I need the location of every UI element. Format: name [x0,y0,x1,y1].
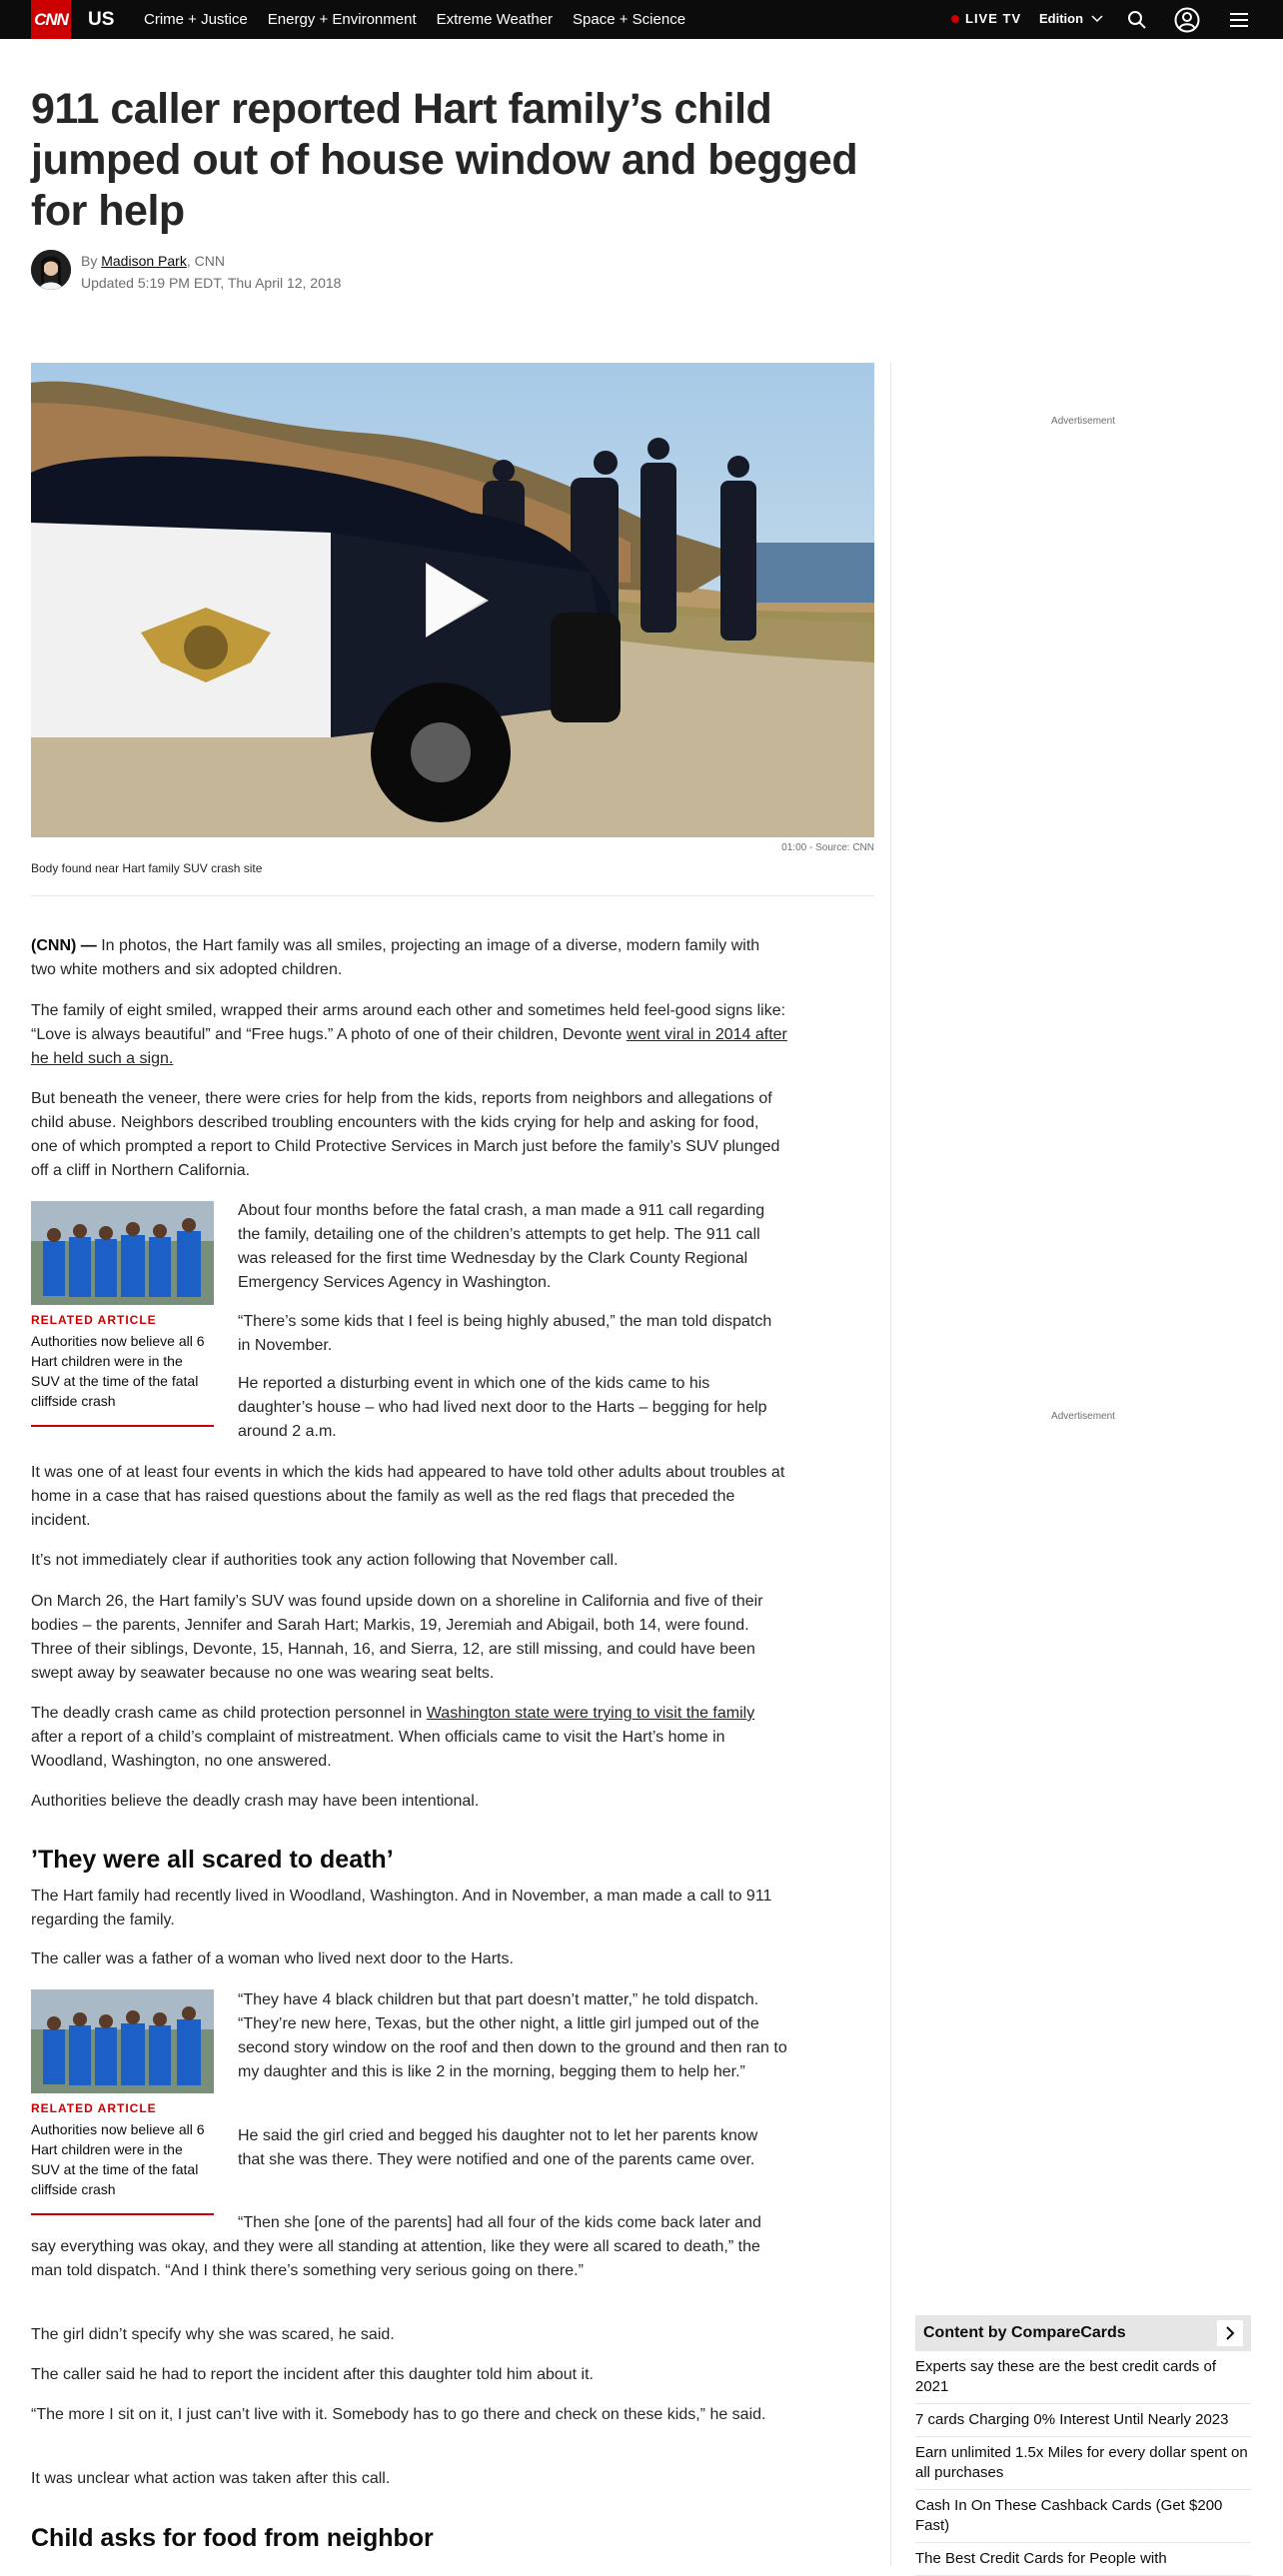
article-paragraph: About four months before the fatal crash, a man made a 911 call regarding the family, detailing one of the children’s attempts to get help. The 911 call was released for the first time Wednesday by the Clark County Regional Emergency Services Agency in Washington. [238,1202,765,1291]
paragraph-text: The deadly crash came as child protection personnel in [31,1705,427,1722]
article-paragraph: He said the girl cried and begged his daughter not to let her parents know that she was there. They were notified and one of the parents came over. [238,2127,758,2168]
related-article-title[interactable]: Authorities now believe all 6 Hart children were in the SUV at the time of the fatal cliffside crash [31,1333,205,1409]
byline-prefix: By [81,253,98,269]
cnn-logo[interactable]: CNN [31,0,71,39]
author-link[interactable]: Madison Park [101,253,187,269]
article-paragraph: The caller said he had to report the incident after this daughter told him about it. [31,2366,594,2383]
related-article-card[interactable] [31,1201,214,1427]
article-paragraph: “The more I sit on it, I just can’t live with it. Somebody has to go there and check on these kids,” he said. [31,2406,766,2423]
page-title: 911 caller reported Hart family’s child jumped out of house window and begged for help [31,85,858,235]
article-paragraph: It was unclear what action was taken after this call. [31,2470,391,2487]
nav-link-crime-justice[interactable]: Crime + Justice [144,11,248,28]
search-button[interactable] [1123,6,1151,34]
related-article-thumbnail[interactable] [31,1201,214,1305]
article-paragraph: Authorities believe the deadly crash may have been intentional. [31,1793,480,1810]
live-tv-label: LIVE TV [965,11,1022,26]
sponsored-link[interactable]: Cash In On These Cashback Cards (Get $200 Fast) [915,2490,1251,2543]
article-paragraph: It’s not immediately clear if authorities took any action following that November call. [31,1552,619,1569]
nav-link-space-science[interactable]: Space + Science [573,11,686,28]
article-paragraph: The caller was a father of a woman who lived next door to the Harts. [31,1950,514,1967]
article-paragraph: He reported a disturbing event in which one of the kids came to his daughter’s house – who had lived next door to the Harts – begging for help around 2 a.m. [238,1375,767,1440]
nav-link-energy-environment[interactable]: Energy + Environment [267,11,417,28]
updated-timestamp: Updated 5:19 PM EDT, Thu April 12, 2018 [81,275,342,291]
paragraph-text: after a report of a child’s complaint of mistreatment. When officials came to visit the Hart’s home in Woodland, Washington, no one answered. [31,1729,725,1770]
author-avatar[interactable] [31,250,71,290]
article-paragraph: The Hart family had recently lived in Woodland, Washington. And in November, a man made a call to 911 regarding the family. [31,1888,772,1929]
live-tv-link[interactable] [951,11,1021,26]
related-article-label: RELATED ARTICLE [31,2101,157,2115]
sponsored-link[interactable]: Earn unlimited 1.5x Miles for every dollar spent on all purchases [915,2437,1251,2490]
video-caption: Body found near Hart family SUV crash site [31,861,263,875]
edition-dropdown[interactable] [1039,11,1103,26]
article-paragraph: “They have 4 black children but that part doesn’t matter,” he told dispatch. “They’re new here, Texas, but the other night, a little girl jumped out of the second story window on the roof and then down to the ground and then ran to my daughter and this is like 2 in the morning, begging them to help her.” [238,1991,787,2080]
article-paragraph [31,999,788,1071]
hamburger-menu-icon [1230,12,1248,28]
related-article-thumbnail[interactable] [31,1989,214,2093]
inline-link-washington-state[interactable]: Washington state were trying to visit the family [426,1705,755,1722]
video-player[interactable] [31,363,874,837]
sponsored-content-box [915,2315,1251,2576]
related-article-card[interactable] [31,1989,214,2215]
article-paragraph: “There’s some kids that I feel is being highly abused,” the man told dispatch in November. [238,1313,772,1354]
related-article-title[interactable]: Authorities now believe all 6 Hart children were in the SUV at the time of the fatal cliffside crash [31,2121,205,2197]
author-suffix: , CNN [186,253,225,269]
divider [31,895,874,896]
account-button[interactable] [1173,6,1201,34]
article-paragraph: The girl didn’t specify why she was scared, he said. [31,2326,395,2343]
advertisement-label: Advertisement [1051,416,1115,427]
article-paragraph [31,934,788,982]
user-icon [1174,7,1200,33]
top-nav [0,0,1283,39]
related-article-label: RELATED ARTICLE [31,1313,157,1327]
article-paragraph: It was one of at least four events in which the kids had appeared to have told other adults about troubles at home in a case that has raised questions about the family as well as the red flags that preceded the incident. [31,1464,785,1529]
chevron-down-icon [1091,15,1103,23]
byline-text [81,250,341,294]
related-article-rule [31,1425,214,1427]
section-heading: ’They were all scared to death’ [31,1846,394,1874]
search-icon [1127,10,1147,30]
play-icon[interactable] [423,563,493,639]
sponsored-content-title: Content by CompareCards [923,2324,1126,2341]
sponsored-link[interactable]: The Best Credit Cards for People with [915,2543,1251,2576]
sponsored-link[interactable]: 7 cards Charging 0% Interest Until Nearly 2023 [915,2404,1251,2437]
sponsored-content-header[interactable] [915,2315,1251,2351]
article-paragraph: On March 26, the Hart family’s SUV was found upside down on a shoreline in California and five of their bodies – the parents, Jennifer and Sarah Hart; Markis, 19, Jeremiah and Abigail, both 14, were found. Three of their siblings, Devonte, 15, Hannah, 16, and Sierra, 12, are still missing, and could have been swept away by seawater because no one was wearing seat belts. [31,1593,763,1682]
article-paragraph [31,1702,788,1774]
cnn-dateline: (CNN) — [31,937,97,954]
section-heading: Child asks for food from neighbor [31,2524,434,2552]
inline-link-went-viral[interactable]: went viral in 2014 after he held such a sign. [31,1026,787,1067]
video-duration-source: 01:00 - Source: CNN [781,842,874,853]
chevron-right-icon[interactable] [1217,2320,1243,2346]
sponsored-link[interactable]: Experts say these are the best credit cards of 2021 [915,2351,1251,2404]
paragraph-text: In photos, the Hart family was all smiles, projecting an image of a diverse, modern family with two white mothers and six adopted children. [31,937,760,978]
article-paragraph: But beneath the veneer, there were cries for help from the kids, reports from neighbors and allegations of child abuse. Neighbors described troubling encounters with the kids crying for help and asking for food, one of which prompted a report to Child Protective Services in March just before the family’s SUV plunged off a cliff in Northern California. [31,1090,780,1179]
menu-button[interactable] [1225,6,1253,34]
nav-link-extreme-weather[interactable]: Extreme Weather [436,11,554,28]
paragraph-text: The family of eight smiled, wrapped their arms around each other and sometimes held feel-good signs like: “Love is always beautiful” and “Free hugs.” A photo of one of their children, Devonte [31,1002,786,1043]
section-name[interactable]: US [88,9,115,30]
nav-links [144,11,705,28]
live-dot-icon [951,15,959,23]
rail-divider [890,363,891,2566]
advertisement-label: Advertisement [1051,1411,1115,1422]
edition-label: Edition [1039,11,1084,26]
byline [31,250,341,294]
article-paragraph: “Then she [one of the parents] had all four of the kids come back later and say everything was okay, and they were all standing at attention, like they were all scared to death,” the man told dispatch. “And I think there’s something very serious going on there.” [31,2214,761,2279]
